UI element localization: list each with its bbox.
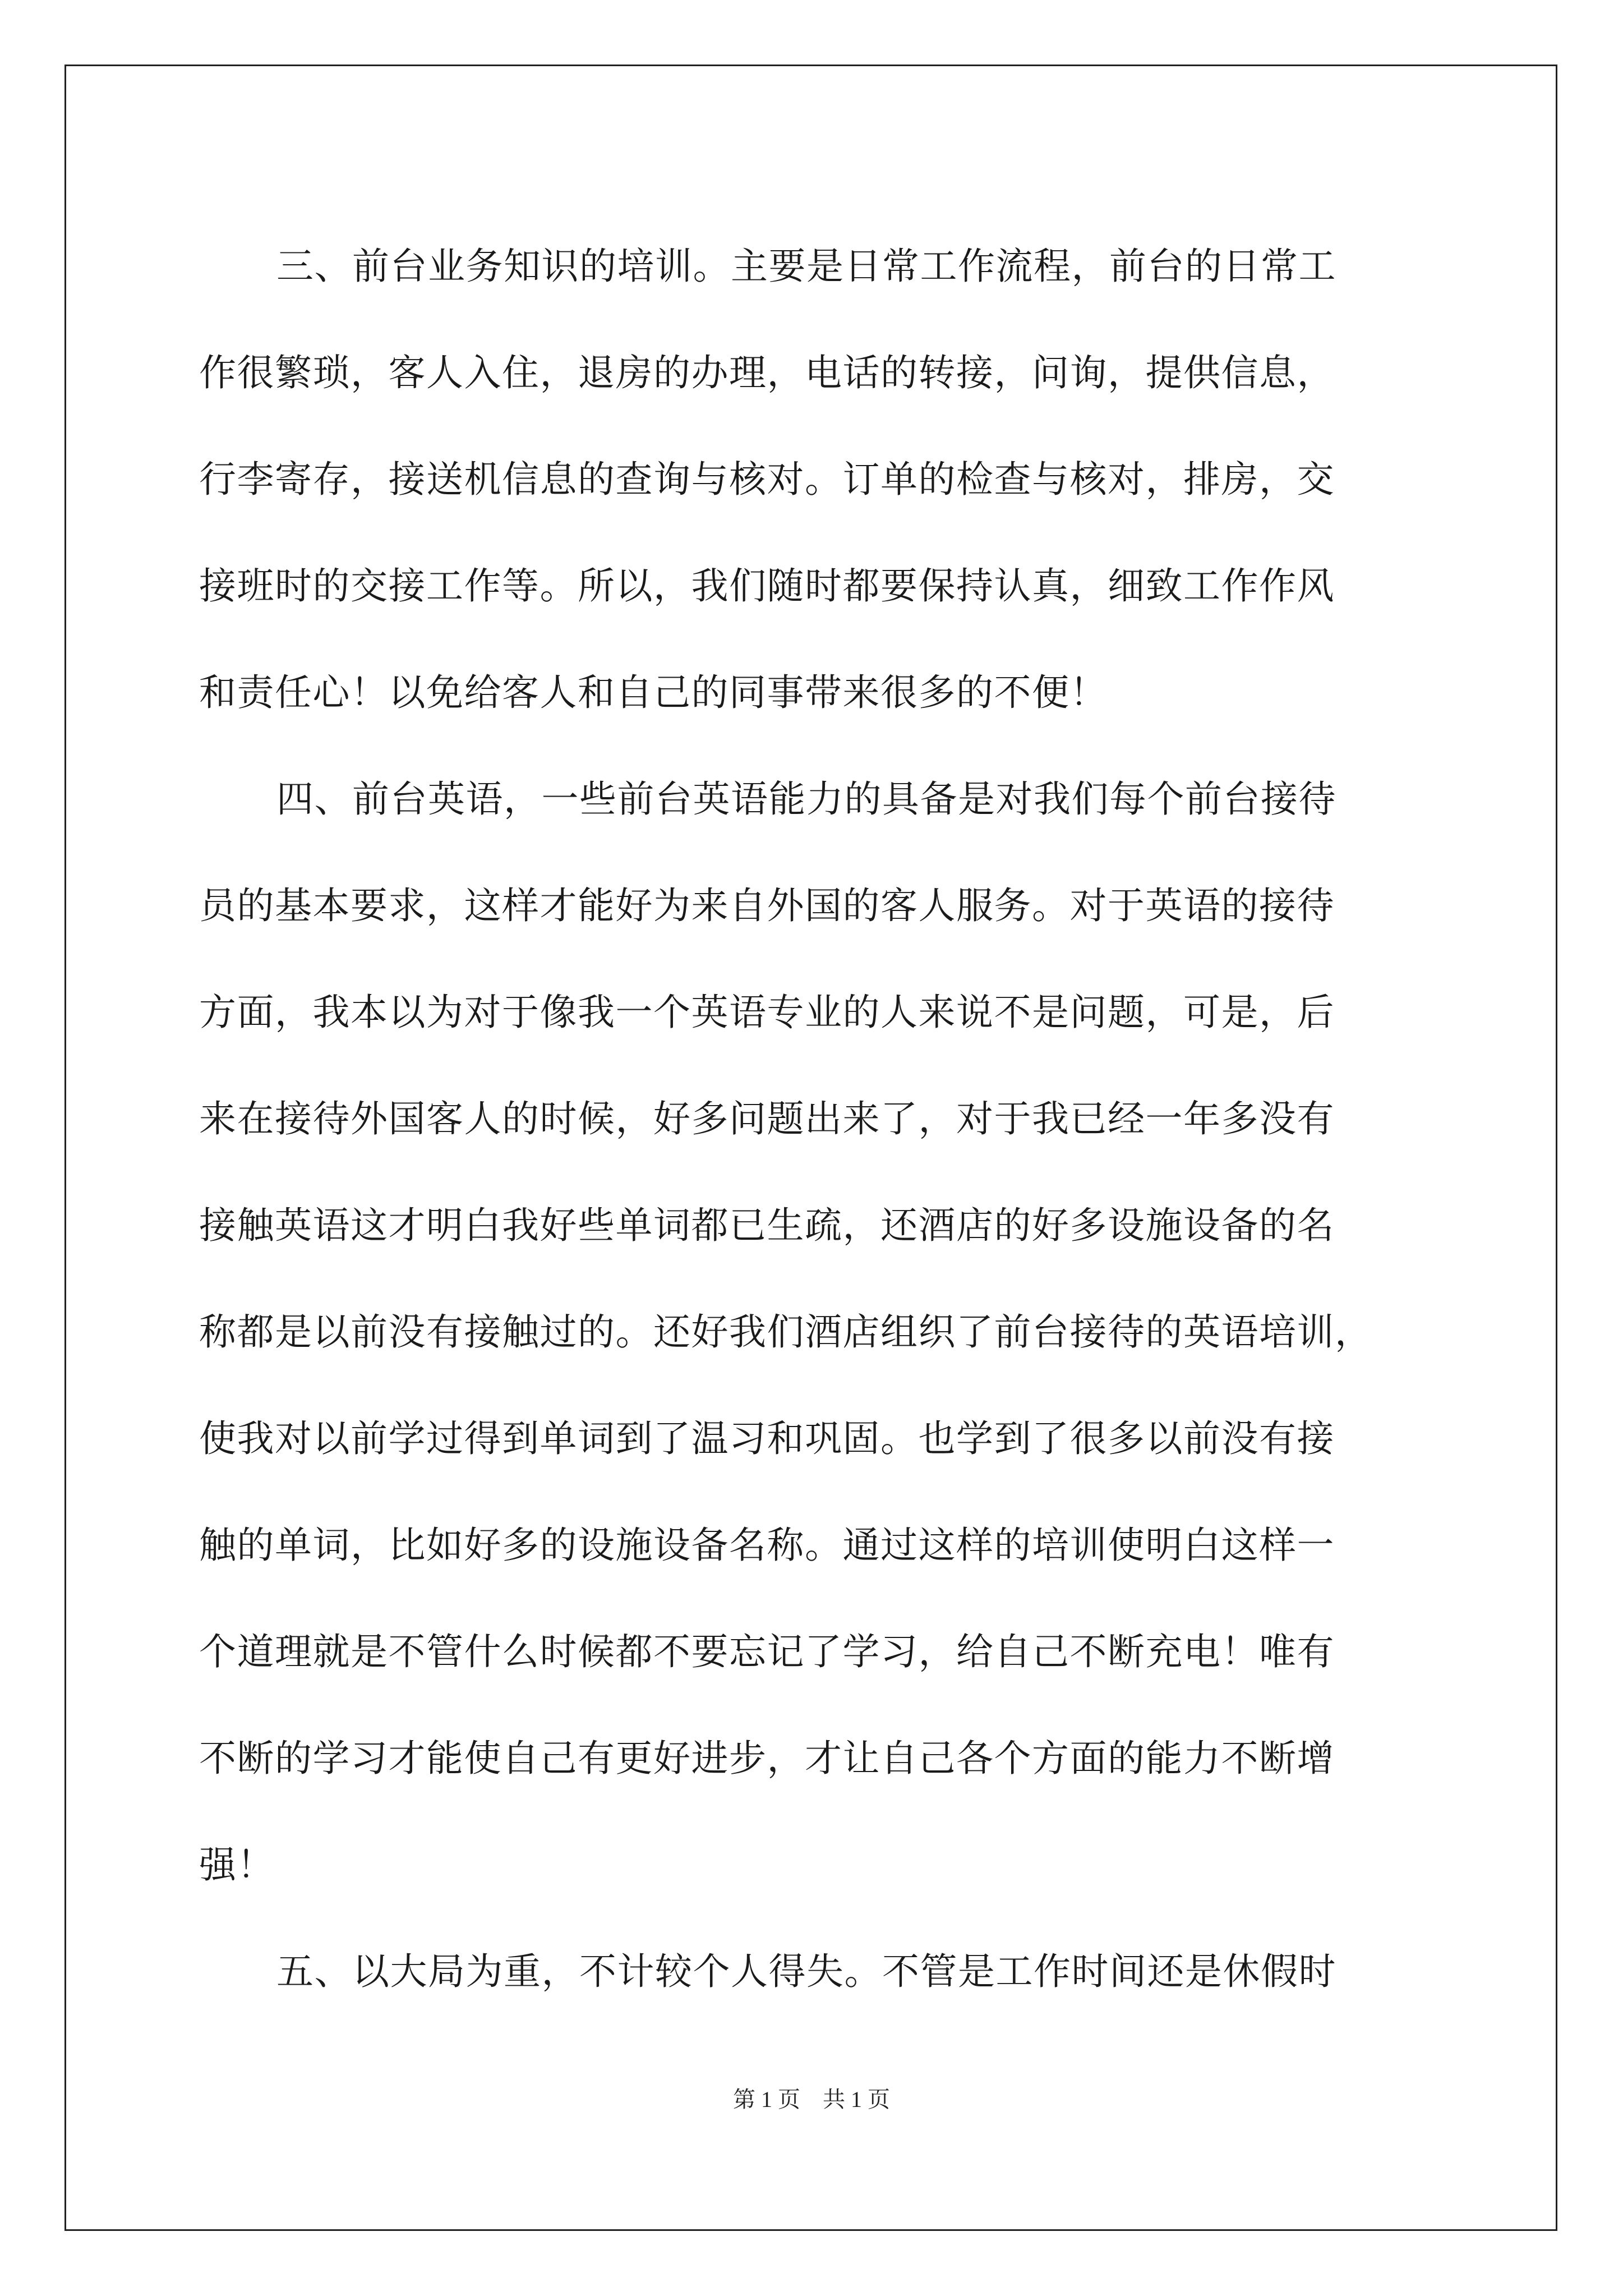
paragraph-2-line-2: 员的基本要求，这样才能好为来自外国的客人服务。对于英语的接待 (199, 884, 1335, 927)
paragraph-2-line-4: 来在接待外国客人的时候，好多问题出来了，对于我已经一年多没有 (199, 1097, 1335, 1140)
paragraph-1-line-3: 行李寄存，接送机信息的查询与核对。订单的检查与核对，排房，交 (199, 458, 1335, 501)
paragraph-1-line-5: 和责任心！以免给客人和自己的同事带来很多的不便！ (199, 671, 1108, 714)
page-number-footer: 第 1 页 共 1 页 (733, 2087, 890, 2112)
paragraph-2-line-6: 称都是以前没有接触过的。还好我们酒店组织了前台接待的英语培训， (199, 1310, 1373, 1354)
paragraph-2-line-7: 使我对以前学过得到单词到了温习和巩固。也学到了很多以前没有接 (199, 1417, 1335, 1460)
paragraph-2-line-3: 方面，我本以为对于像我一个英语专业的人来说不是问题，可是，后 (199, 991, 1335, 1034)
document-body (199, 213, 1427, 2025)
paragraph-2-line-1: 四、前台英语，一些前台英语能力的具备是对我们每个前台接待 (276, 777, 1336, 821)
paragraph-2-line-5: 接触英语这才明白我好些单词都已生疏，还酒店的好多设施设备的名 (199, 1204, 1335, 1247)
paragraph-2-line-9: 个道理就是不管什么时候都不要忘记了学习，给自己不断充电！唯有 (199, 1630, 1335, 1673)
paragraph-1-line-2: 作很繁琐，客人入住，退房的办理，电话的转接，问询，提供信息， (199, 351, 1335, 394)
paragraph-2-line-11: 强！ (199, 1843, 275, 1887)
paragraph-1-line-1: 三、前台业务知识的培训。主要是日常工作流程，前台的日常工 (276, 245, 1336, 288)
paragraph-1-line-4: 接班时的交接工作等。所以，我们随时都要保持认真，细致工作作风 (199, 564, 1335, 608)
paragraph-2-line-10: 不断的学习才能使自己有更好进步，才让自己各个方面的能力不断增 (199, 1737, 1335, 1780)
paragraph-3-line-1: 五、以大局为重，不计较个人得失。不管是工作时间还是休假时 (276, 1950, 1336, 1993)
paragraph-2-line-8: 触的单词，比如好多的设施设备名称。通过这样的培训使明白这样一 (199, 1524, 1335, 1567)
